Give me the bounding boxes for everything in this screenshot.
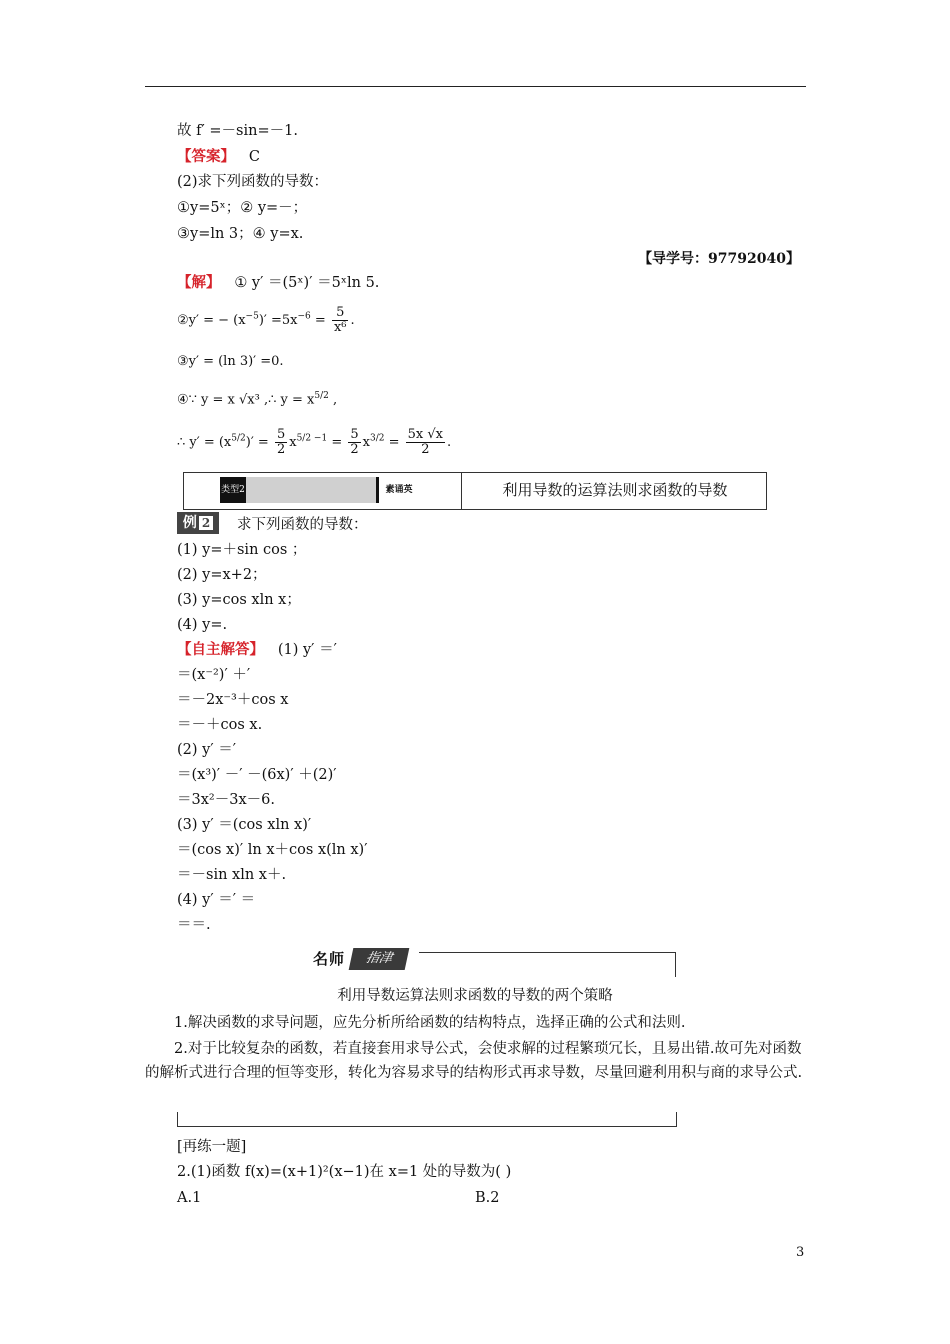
solution-step: ＝－2x⁻³＋cos x	[177, 692, 289, 708]
fraction	[275, 428, 287, 457]
denominator: 2	[276, 442, 286, 457]
solution-step: (3) y′ ＝(cos xln x)′	[177, 817, 312, 833]
self-solution-line	[177, 640, 337, 660]
solution-step: ＝－sin xln x＋.	[177, 867, 287, 883]
solution-step: ＝(x⁻²)′ ＋′	[177, 667, 251, 683]
teacher-tip-label: 名师	[313, 950, 346, 968]
solution-step: ＝3x²－3x－6.	[177, 792, 275, 808]
teacher-tip-frame	[419, 952, 676, 977]
text-line: 故 f′ =－sin=－1.	[177, 123, 298, 139]
solution-step: ＝－＋cos x.	[177, 717, 263, 733]
type-tag-fill	[246, 477, 376, 503]
math-text: =	[327, 435, 343, 450]
solution-step: ＝＝.	[177, 917, 211, 933]
numerator: 5	[350, 427, 359, 442]
exponent: 5/2	[314, 391, 329, 401]
fraction	[406, 428, 445, 457]
math-text: =	[310, 313, 326, 328]
type-tag: 类型2	[220, 477, 246, 503]
option-a: A.1	[177, 1190, 202, 1206]
denominator: 2	[350, 442, 359, 457]
section-type-bar	[183, 472, 767, 510]
solution-line: ③y′ = (ln 3)′ =0.	[177, 354, 284, 369]
example-item: (2) y=x+2；	[177, 567, 267, 583]
solution-step: (2) y′ ＝′	[177, 742, 237, 758]
type-tag-end: 素诵英	[376, 477, 419, 503]
option-b: B.2	[475, 1190, 500, 1206]
example-badge	[177, 512, 219, 534]
text-line: ③y=ln 3；④ y=x.	[177, 226, 304, 242]
answer-line	[177, 147, 260, 167]
math-text: )′ =	[245, 435, 269, 450]
example-item: (3) y=cos xln x；	[177, 592, 301, 608]
text-line: ①y=5ˣ；② y=－；	[177, 200, 308, 216]
example-number: 2	[199, 516, 213, 530]
text-line: (2)求下列函数的导数：	[177, 174, 329, 190]
practice-label: [再练一题]	[177, 1139, 247, 1155]
exponent: −5	[245, 311, 259, 322]
teacher-tip-bottom-frame	[177, 1112, 677, 1127]
math-text: ②y′ = − (x	[177, 313, 246, 328]
exponent: 5/2	[231, 433, 246, 444]
solution-step: ＝(x³)′ －′ －(6x)′ ＋(2)′	[177, 767, 337, 783]
fraction	[348, 428, 360, 457]
denominator: x⁶	[333, 320, 347, 335]
numerator: 5	[276, 427, 286, 442]
practice-question: 2.(1)函数 f(x)=(x+1)²(x−1)在 x=1 处的导数为( )	[177, 1164, 512, 1180]
fraction	[332, 306, 349, 335]
exponent: 3/2	[370, 433, 385, 444]
solution-label: 【解】	[177, 274, 221, 291]
teacher-tip-box: 指津	[349, 948, 410, 970]
example-prompt: 求下列函数的导数：	[237, 517, 368, 533]
numerator: 5x √x	[407, 427, 444, 442]
teacher-tip-header	[313, 946, 675, 978]
example-badge-label: 例	[182, 515, 197, 531]
solution-step: ① y′ ＝(5ˣ)′ ＝5ˣln 5.	[234, 275, 380, 291]
denominator: 2	[421, 442, 430, 457]
teacher-tip-paragraph: 1.解决函数的求导问题，应先分析所给函数的结构特点，选择正确的公式和法则.	[174, 1015, 686, 1031]
header-rule	[145, 86, 806, 87]
exponent: −6	[297, 311, 311, 322]
solution-step: ＝(cos x)′ ln x＋cos x(ln x)′	[177, 842, 368, 858]
section-title: 利用导数的运算法则求函数的导数	[461, 473, 768, 509]
math-text: ∴ y′ = (x	[177, 435, 232, 450]
exponent: 5/2 −1	[296, 433, 328, 444]
math-text: x	[289, 435, 297, 450]
math-text: .	[447, 435, 452, 450]
teacher-tip-heading: 利用导数运算法则求函数的导数的两个策略	[337, 988, 613, 1004]
math-text: =	[384, 435, 400, 450]
example-item: (1) y=＋sin cos ；	[177, 542, 307, 558]
teacher-tip-paragraph: 2.对于比较复杂的函数，若直接套用求导公式，会使求解的过程繁琐冗长，且易出错.故可先对函数的解析式进行合理的恒等变形，转化为容易求导的结构形式再求导数，尽量回避利用积与商的求导公式.	[145, 1041, 803, 1081]
solution-line: ②y′ = − $(x^{-5})' =5x^{-6}$ = $\frac{5}{\text{x⁶}}$ .	[177, 305, 355, 335]
reference-number: 【导学号：97792040】	[638, 251, 800, 267]
solution-step: (1) y′ ＝′	[277, 642, 337, 658]
example-item: (4) y=.	[177, 617, 228, 633]
self-solution-label: 【自主解答】	[177, 641, 264, 658]
solution-line	[177, 428, 451, 457]
solution-line: ④∵ y = x √x³ ,∴ $y = x^{5/2}$ ,	[177, 391, 338, 408]
math-text: )′ =5x	[258, 313, 298, 328]
page-number: 3	[796, 1245, 805, 1260]
solution-step: (4) y′ ＝′ ＝	[177, 892, 256, 908]
answer-label: 【答案】	[177, 148, 235, 165]
answer-value: C	[248, 149, 260, 165]
math-text: x	[362, 435, 370, 450]
math-text: ④∵ y = x √x³ ,∴ y = x	[177, 392, 315, 408]
numerator: 5	[332, 306, 349, 321]
solution-line	[177, 273, 379, 293]
